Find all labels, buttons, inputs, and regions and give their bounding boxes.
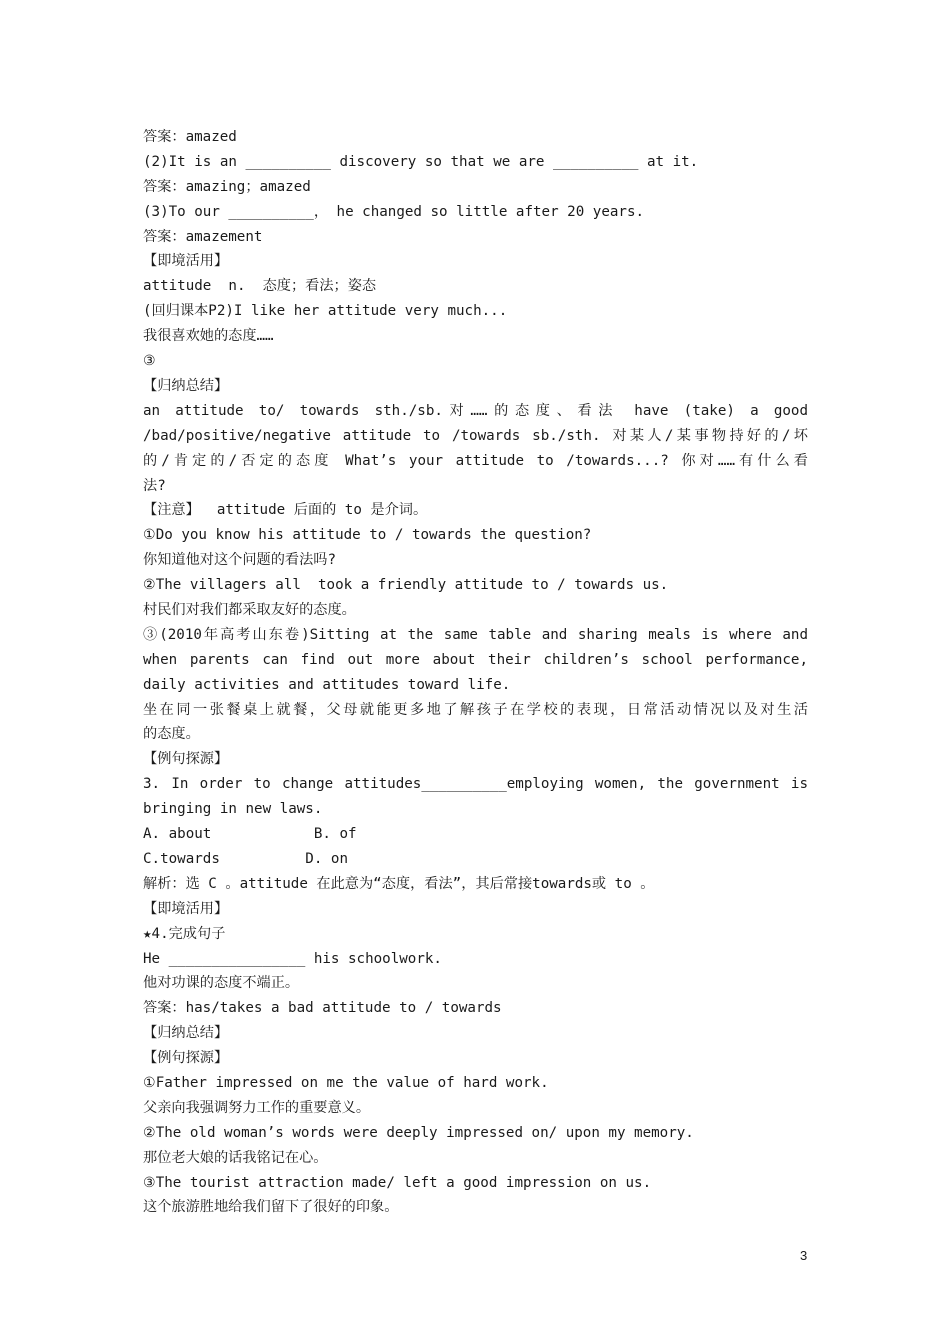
text-line: 你知道他对这个问题的看法吗? (143, 552, 336, 569)
section-heading: 【归纳总结】 (143, 377, 229, 394)
text-line: ③The tourist attraction made/ left a good impression on us. (143, 1174, 652, 1191)
text-line: ②The villagers all took a friendly attitude to / towards us. (143, 577, 669, 594)
question-text: bringing in new laws. (143, 801, 323, 818)
document-body (143, 125, 808, 1220)
text-line: 的态度。 (143, 726, 200, 743)
text-line: 父亲向我强调努力工作的重要意义。 (143, 1099, 371, 1116)
text-line: 法? (143, 477, 166, 494)
section-heading: 【归纳总结】 (143, 1025, 229, 1042)
text-line: 我很喜欢她的态度…… (143, 328, 274, 345)
text-line: attitude n. 态度；看法；姿态 (143, 278, 377, 295)
text-line: 答案：amazed (143, 129, 237, 145)
question-text: 3. In order to change attitudes__________employing women, the government is (143, 776, 808, 793)
text-line: when parents can find out more about their children’s school performance, (143, 651, 808, 668)
text-line: 解析：选 C 。attitude 在此意为“态度，看法”，其后常接towards或 to 。 (143, 875, 655, 892)
text-line: ③ (143, 353, 156, 370)
text-line: 那位老大娘的话我铭记在心。 (143, 1149, 328, 1166)
section-heading: 【即境活用】 (143, 900, 229, 917)
text-line: ③(2010年高考山东卷)Sitting at the same table and sharing meals is where and (143, 626, 808, 643)
text-line: 坐在同一张餐桌上就餐，父母就能更多地了解孩子在学校的表现，日常活动情况以及对生活 (143, 701, 808, 718)
text-line: ①Father impressed on me the value of hard work. (143, 1074, 549, 1091)
text-line: 答案：amazement (143, 228, 263, 245)
section-heading: 【即境活用】 (143, 253, 229, 270)
text-line: 答案：amazing；amazed (143, 178, 311, 195)
text-line: 答案：has/takes a bad attitude to / towards (143, 1000, 502, 1017)
section-heading: 【例句探源】 (143, 751, 229, 768)
text-line: 他对功课的态度不端正。 (143, 975, 300, 992)
page-number: 3 (800, 1248, 808, 1263)
text-line: ①Do you know his attitude to / towards the question? (143, 527, 592, 544)
text-line: ★4.完成句子 (143, 925, 226, 942)
text-line: (2)It is an __________ discovery so that we are __________ at it. (143, 153, 699, 170)
text-line: He ________________ his schoolwork. (143, 950, 442, 967)
text-line: 这个旅游胜地给我们留下了很好的印象。 (143, 1199, 399, 1216)
text-line: ②The old woman’s words were deeply impressed on/ upon my memory. (143, 1124, 694, 1141)
text-line: 村民们对我们都采取友好的态度。 (143, 601, 356, 618)
text-line: (3)To our __________， he changed so little after 20 years. (143, 203, 645, 220)
text-line: (回归课本P2)I like her attitude very much... (143, 303, 508, 320)
text-line: an attitude to/ towards sth./sb.对……的态度、看法 have (take) a good (143, 402, 808, 419)
option-row: C.towards D. on (143, 850, 348, 867)
note-heading: 【注意】 attitude 后面的 to 是介词。 (143, 502, 428, 519)
section-heading: 【例句探源】 (143, 1050, 229, 1067)
text-line: 的/肯定的/否定的态度 What’s your attitude to /towards...? 你对……有什么看 (143, 452, 808, 469)
text-line: daily activities and attitudes toward life. (143, 676, 511, 693)
option-row: A. about B. of (143, 826, 357, 843)
text-line: /bad/positive/negative attitude to /towards sb./sth. 对某人/某事物持好的/坏 (143, 427, 808, 444)
